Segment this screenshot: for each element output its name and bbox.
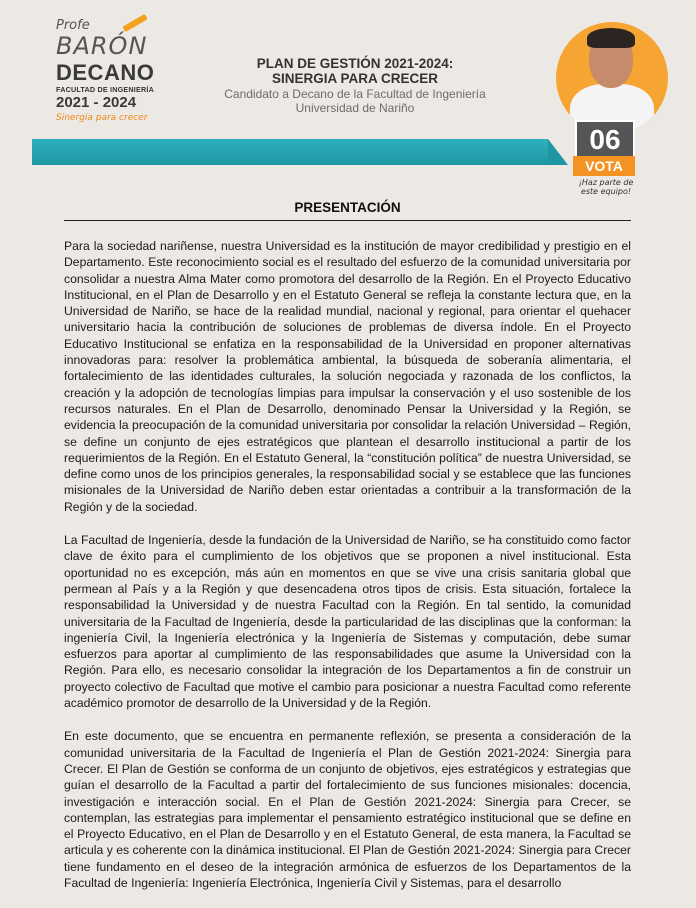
paragraph: En este documento, que se encuentra en permanente reflexión, se presenta a consideración de la comunidad universitaria de la Facultad de Ingeniería el Plan de Gestión 2021-2024: Sinergia para Crecer. El Plan de Gestión se conforma de un conjunto de objetivos, ejes estratégicos y estrategias que guían el desarrollo de la Facultad a partir del fortalecimiento de sus funciones misionales: docencia, investigación e interacción social. En el Plan de Gestión 2021-2024: Sinergia para Crecer, se contemplan, las estrategias para implementar el pensamiento estratégico institucional que se define en el Proyecto Educativo, en el Plan de Desarrollo y en el Estatuto General, de esta manera, la Facultad se articula y es coherente con la dinámica institucional. El Plan de Gestión 2021-2024: Sinergia para Crecer tiene fundamento en el deseo de la integración armónica de esfuerzos de los Departamentos de la Facultad de Ingeniería: Ingeniería Electrónica, Ingeniería Civil y Sistemas, para el desarrollo: [64, 729, 631, 890]
paragraph: La Facultad de Ingeniería, desde la fundación de la Universidad de Nariño, se ha constituido como factor clave de éxito para el cumplimiento de los objetivos que se proponen a nivel institucional. Esta oportunidad no es excepción, más aún en momentos en que se vive una crisis sanitaria global que permean al País y a la Región y que desencadena otros tipos de crisis. Esta situación, fortalece la responsabilidad la Universidad y de nuestra Facultad con la Región. En tal sentido, la comunidad universitaria de la Facultad de Ingeniería, desde la particularidad de las disciplinas que la conforman: la ingeniería Civil, la Ingeniería electrónica y la Ingeniería de Sistemas y computación, debe sumar esfuerzos para aportar al cumplimiento de las responsabilidades que asume la Universidad con la Región. Para ello, es necesario consolidar la integración de los Departamentos a fin de construir un proyecto colectivo de Facultad que motive el cambio para posicionar a nuestra Facultad como referente académico promotor de desarrollo de la Universidad y de la Región.: [64, 533, 631, 711]
logo-decano: DECANO: [56, 60, 155, 85]
campaign-logo: [44, 18, 156, 130]
candidate-photo: [556, 22, 668, 134]
section-divider: [64, 220, 631, 221]
photo-hair: [587, 28, 635, 48]
logo-years: 2021 - 2024: [56, 94, 137, 111]
logo-slogan: Sinergia para crecer: [56, 113, 148, 123]
candidate-subtitle: Candidato a Decano de la Facultad de Ingeniería: [224, 87, 486, 101]
header-band: [32, 139, 548, 165]
header-band-end: [548, 139, 568, 165]
vota-badge: VOTA: [573, 156, 635, 176]
plan-title-line2: SINERGIA PARA CRECER: [271, 71, 438, 86]
plan-title-line1: PLAN DE GESTIÓN 2021-2024:: [256, 56, 454, 71]
section-title: PRESENTACIÓN: [294, 200, 401, 215]
pencil-icon: [122, 14, 148, 32]
logo-baron: BARÓN: [56, 32, 148, 60]
ballot-number-badge: 06: [575, 120, 635, 160]
document-body: [64, 238, 631, 908]
paragraph: Para la sociedad nariñense, nuestra Universidad es la institución de mayor credibilidad y prestigio en el Departamento. Este reconocimiento social es el resultado del esfuerzo de la comunidad universitaria por consolidar a nuestra Alma Mater como promotora del desarrollo de la Región. En el Proyecto Educativo Institucional, en el Plan de Desarrollo y en el Estatuto General se refleja la constante lectura que, en la Universidad de Nariño, se hace de la realidad mundial, nacional y regional, para orientar el quehacer universitario hacia la contribución de soluciones de problemas de diversa índole. En el Proyecto Educativo Institucional se enfatiza en la responsabilidad de la Universidad en proponer alternativas innovadoras para: resolver la problemática ambiental, la búsqueda de soberanía alimentaria, el fortalecimiento de las identidades culturales, la solución negociada y razonada de los conflictos, la creación y la adopción de tecnologías limpias para impulsar la conservación y el uso sostenible de los recursos naturales. En el Plan de Desarrollo, denominado Pensar la Universidad y la Región, se evidencia la preocupación de la comunidad universitaria por consolidar la relación Universidad – Región, se define un conjunto de ejes estratégicos que plantean el desarrollo institucional a partir de los requerimientos de la Región. En el Estatuto General, la “constitución política” de nuestra Universidad, se define como unos de los principios generales, la responsabilidad social y se establece que las funciones misionales de la Universidad de Nariño deben estar orientadas a contribuir a la transformación de la Región y de la sociedad.: [64, 239, 631, 514]
university-subtitle: Universidad de Nariño: [295, 101, 415, 115]
team-tagline: ¡Haz parte de este equipo!: [578, 178, 634, 196]
logo-profe: Profe: [56, 18, 90, 33]
logo-facultad: FACULTAD DE INGENIERÍA: [56, 85, 154, 94]
